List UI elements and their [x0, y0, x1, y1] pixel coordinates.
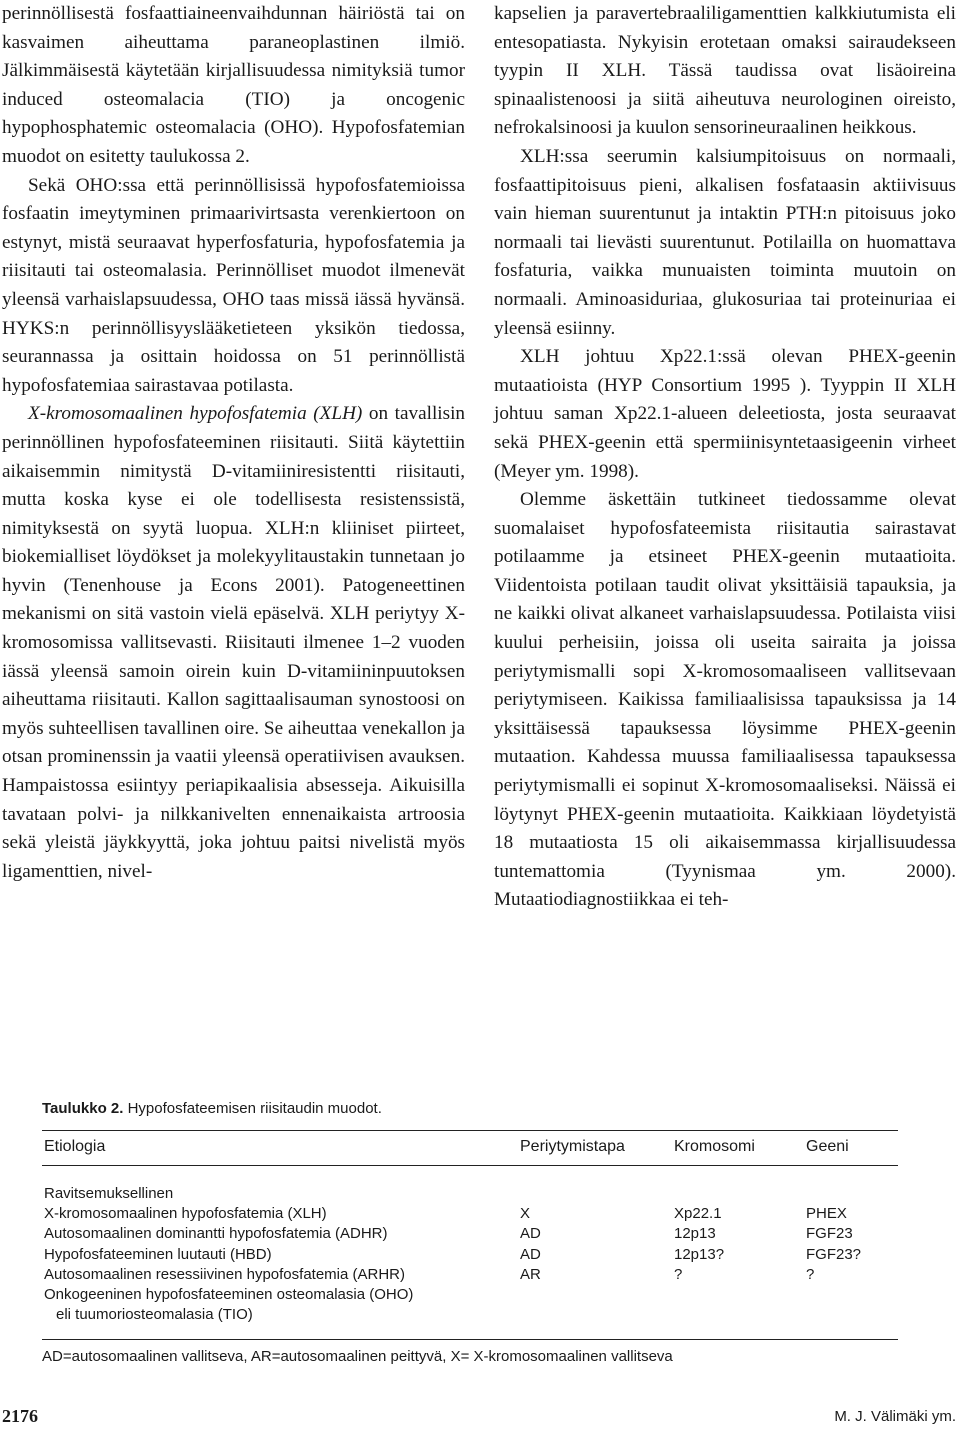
paragraph: XLH johtuu Xp22.1:ssä olevan PHEX-geenin mutaatioista (HYP Consortium 1995 ). Tyyppin II XLH johtuu saman Xp22.1-alueen deleetiosta, josta seuraavat sekä PHEX-geenin että spermiinisyntetaasigeenin virheet (Meyer ym. 1998).	[494, 346, 956, 482]
table-row	[42, 1204, 902, 1224]
cell-geeni: ?	[806, 1265, 815, 1283]
cell-etiologia: X-kromosomaalinen hypofosfatemia (XLH)	[44, 1205, 327, 1223]
paragraph-body: on tavallisin perinnöllinen hypofosfateeminen riisitauti. Siitä käytettiin aikaisemmin nimitystä D-vitamiiniresistentti riisitauti, mutta koska kyse ei ole todellisesta resistenssistä, nimityksestä on syytä luopua. XLH:n kliiniset piirteet, biokemialliset löydökset ja molekyylitaustakin tunnetaan jo hyvin (Tenenhouse ja Econs 2001). Patogeneettinen mekanismi on sitä vastoin vielä epäselvä. XLH periytyy X-kromosomissa vallitsevasti. Riisitauti ilmenee 1–2 vuoden iässä yleensä samoin oirein kuin D-vitamiininpuutoksen aiheuttama riisitauti. Kallon sagittaalisauman synostoosi on myös suhteellisen tavallinen oire. Se aiheuttaa venekallon ja otsan prominenssin ja vaatii yleensä operatiivisen avauksen. Hampaistossa esiintyy periapikaalisia absesseja. Aikuisilla tavataan polvi- ja nilkkanivelten ennenaikaista artroosia sekä yleistä jäykkyyttä, joka johtuu paitsi nivelistä myös ligamenttien, nivel-	[2, 403, 466, 882]
cell-periytymistapa: AR	[520, 1265, 541, 1283]
cell-periytymistapa: X	[520, 1205, 531, 1223]
table-2	[42, 1100, 902, 1365]
right-column	[494, 0, 956, 915]
table-caption	[42, 1100, 902, 1130]
cell-geeni: FGF23?	[806, 1245, 862, 1263]
cell-periytymistapa: AD	[520, 1245, 541, 1263]
table-caption-label: Taulukko 2.	[42, 1100, 124, 1117]
header-geeni: Geeni	[806, 1138, 849, 1155]
cell-kromosomi: 12p13?	[674, 1245, 725, 1263]
header-etiologia: Etiologia	[44, 1138, 106, 1155]
table-row	[42, 1224, 902, 1244]
cell-periytymistapa: AD	[520, 1225, 541, 1243]
paragraph: kapselien ja paravertebraaliligamenttien kalkkiutumista eli entesopatiasta. Nykyisin erotetaan omaksi sairaudekseen tyypin II XLH. Tässä taudissa ovat lisäoireina spinaalistenoosi ja siitä aiheutuva neurologinen oireisto, nefrokalsinoosi ja kuulon sensorineuraalinen heikkous.	[494, 3, 956, 139]
cell-kromosomi: 12p13	[674, 1225, 716, 1243]
page-footer	[0, 1406, 956, 1430]
paragraph: Olemme äskettäin tutkineet tiedossamme olevat suomalaiset hypofosfateemista riisitautia sairastavat potilaamme ja etsineet PHEX-geenin mutaatioita. Viidentoista potilaan taudit olivat yksittäisiä tapauksia, ja ne kaikki olivat alkaneet varhaislapsuudessa. Potilaista viisi kuului perheisiin, joissa oli useita sairaita ja joissa periytymismalli sopi X-kromosomaaliseen vallitsevaan periytymiseen. Kaikissa familiaalisissa tapauksissa ja 14 yksittäisessä tapauksessa löysimme PHEX-geenin mutaation. Kahdessa muussa familiaalisessa tapauksessa periytymismalli ei sopinut X-kromosomaaliseksi. Näissä ei löytynyt PHEX-geenin mutaatioita. Kaikkiaan löydetyistä 18 mutaatiosta 15 oli aikaisemmassa kirjallisuudessa tuntemattomia (Tyynismaa ym. 2000). Mutaatiodiagnostiikkaa ei teh-	[494, 489, 956, 911]
table-row	[42, 1265, 902, 1285]
paragraph: Sekä OHO:ssa että perinnöllisissä hypofosfatemioissa fosfaatin imeytyminen primaarivirtsasta verenkiertoon on estynyt, mistä seuraavat hyperfosfaturia, hypofosfatemia ja riisitauti tai osteomalasia. Perinnölliset muodot ilmenevät yleensä varhaislapsuudessa, OHO taas missä iässä hyvänsä. HYKS:n perinnöllisyyslääketieteen yksikön tiedossa, seurannassa ja osittain hoidossa on 51 perinnöllistä hypofosfatemiaa sairastavaa potilasta.	[2, 174, 465, 396]
table-footnote: AD=autosomaalinen vallitseva, AR=autosomaalinen peittyvä, X= X-kromosomaalinen vallitseva	[42, 1348, 673, 1366]
paragraph: perinnöllisestä fosfaattiaineenvaihdunnan häiriöstä tai on kasvaimen aiheuttama paraneoplastinen ilmiö. Jälkimmäisestä käytetään kirjallisuudessa nimityksiä tumor induced osteomalacia (TIO) ja oncogenic hypophosphatemic osteomalacia (OHO). Hypofosfatemian muodot on esitetty taulukossa 2.	[2, 3, 465, 167]
header-kromosomi: Kromosomi	[674, 1138, 755, 1155]
table-body	[42, 1166, 902, 1339]
page-number: 2176	[2, 1406, 38, 1426]
left-column	[2, 0, 465, 886]
cell-kromosomi: ?	[674, 1265, 683, 1283]
cell-etiologia: Onkogeeninen hypofosfateeminen osteomalasia (OHO)	[44, 1285, 414, 1303]
table-row	[42, 1245, 902, 1265]
paragraph: XLH:ssa seerumin kalsiumpitoisuus on normaali, fosfaattipitoisuus pieni, alkalisen fosfataasin aktiivisuus vain hieman suurentunut ja intaktin PTH:n pitoisuus joko normaali tai lievästi suurentunut. Potilailla on huomattava fosfaturia, vaikka munuaisten toiminta muutoin on normaali. Aminoasiduriaa, glukosuriaa tai proteinuriaa ei yleensä esiinny.	[494, 145, 956, 339]
table-header	[42, 1131, 902, 1165]
cell-etiologia: Autosomaalinen dominantti hypofosfatemia (ADHR)	[44, 1225, 388, 1243]
table-row	[42, 1305, 902, 1325]
table-row	[42, 1285, 902, 1305]
paragraph	[2, 400, 465, 886]
header-periytymistapa: Periytymistapa	[520, 1138, 625, 1155]
table-row	[42, 1184, 902, 1204]
cell-etiologia: Hypofosfateeminen luutauti (HBD)	[44, 1245, 272, 1263]
section-heading: X-kromosomaalinen hypofosfatemia (XLH)	[28, 403, 363, 425]
cell-etiologia: Autosomaalinen resessiivinen hypofosfatemia (ARHR)	[44, 1265, 405, 1283]
cell-geeni: FGF23	[806, 1225, 853, 1243]
cell-kromosomi: Xp22.1	[674, 1205, 722, 1223]
table-caption-text: Hypofosfateemisen riisitaudin muodot.	[123, 1100, 382, 1117]
cell-geeni: PHEX	[806, 1205, 847, 1223]
group-label: Ravitsemuksellinen	[44, 1185, 174, 1202]
cell-etiologia-continued: eli tuumoriosteomalasia (TIO)	[56, 1306, 253, 1324]
running-author: M. J. Välimäki ym.	[834, 1408, 956, 1425]
